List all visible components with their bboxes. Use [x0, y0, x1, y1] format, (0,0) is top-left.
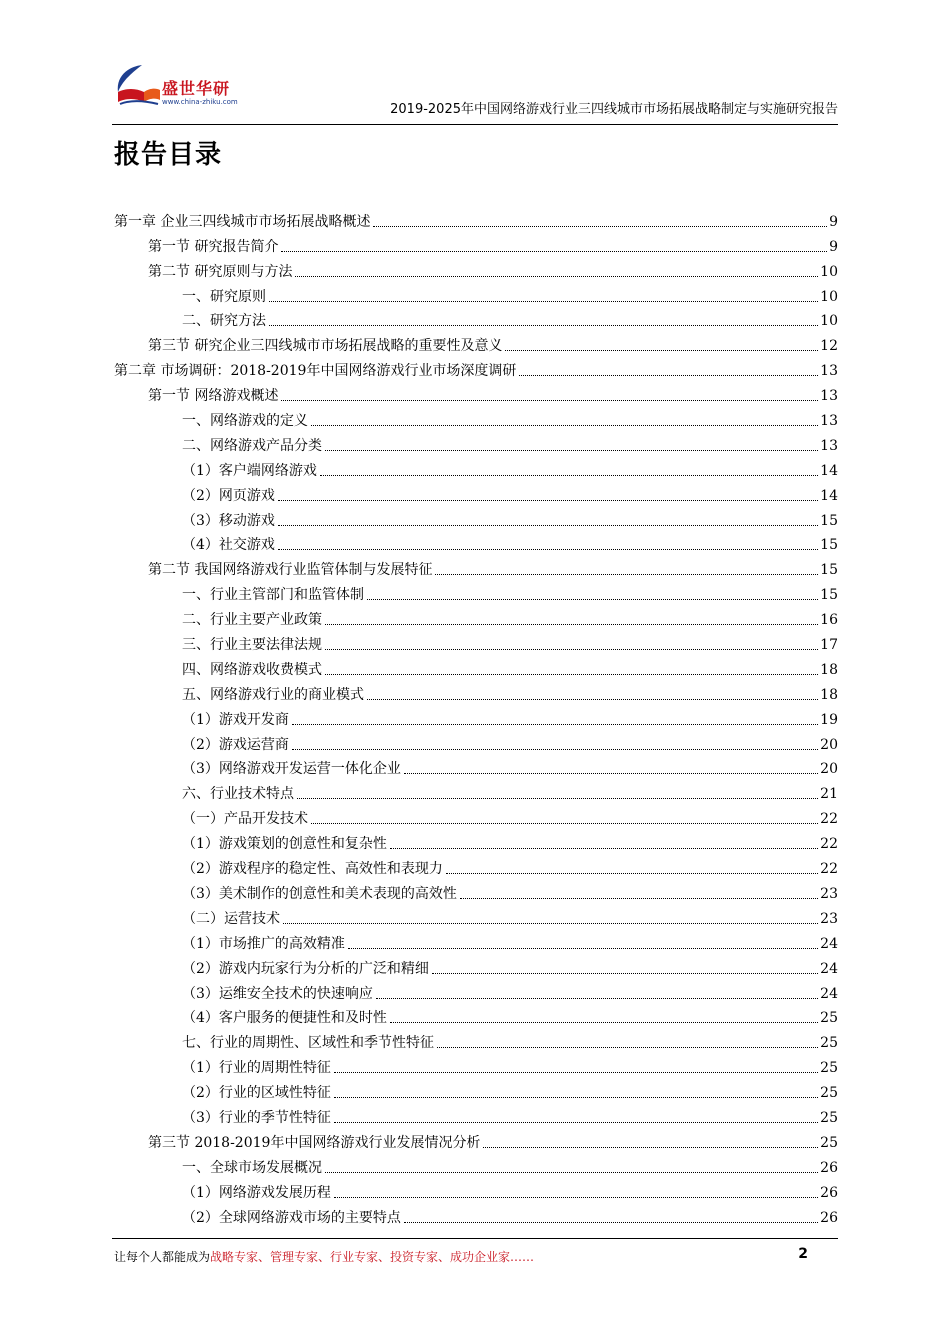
toc-leader-dots: [311, 425, 818, 426]
toc-entry[interactable]: [114, 380, 838, 405]
toc-leader-dots: [367, 699, 818, 700]
toc-entry[interactable]: [114, 1152, 838, 1177]
toc-entry[interactable]: [114, 455, 838, 480]
toc-entry[interactable]: [114, 1003, 838, 1028]
toc-leader-dots: [281, 251, 827, 252]
toc-entry-page: 25: [820, 1134, 838, 1151]
toc-entry[interactable]: [114, 306, 838, 331]
toc-entry-page: 22: [820, 861, 838, 878]
toc-leader-dots: [278, 549, 818, 550]
toc-entry-page: 26: [820, 1159, 838, 1176]
toc-entry-title: 第二章 市场调研：2018-2019年中国网络游戏行业市场深度调研: [114, 363, 517, 380]
toc-entry[interactable]: [114, 256, 838, 281]
toc-entry-page: 22: [820, 811, 838, 828]
toc-entry-title: 一、行业主管部门和监管体制: [182, 587, 364, 604]
book-swoosh-icon: [112, 62, 162, 108]
toc-entry-title: 六、行业技术特点: [182, 786, 294, 803]
page-footer: [114, 1248, 834, 1265]
toc-entry-page: 22: [820, 836, 838, 853]
toc-entry-page: 26: [820, 1209, 838, 1226]
toc-entry-page: 24: [820, 960, 838, 977]
toc-entry-title: 三、行业主要法律法规: [182, 637, 322, 654]
toc-entry[interactable]: [114, 629, 838, 654]
toc-entry-title: （1）游戏开发商: [182, 711, 289, 728]
toc-leader-dots: [483, 1147, 818, 1148]
toc-entry-title: 第一章 企业三四线城市市场拓展战略概述: [114, 213, 371, 230]
toc-entry-title: （1）市场推广的高效精准: [182, 935, 345, 952]
toc-entry-title: 一、研究原则: [182, 288, 266, 305]
toc-leader-dots: [373, 226, 827, 227]
toc-leader-dots: [432, 973, 818, 974]
toc-entry-title: 七、行业的周期性、区域性和季节性特征: [182, 1035, 434, 1052]
toc-entry[interactable]: [114, 853, 838, 878]
toc-entry-title: 二、行业主要产业政策: [182, 612, 322, 629]
toc-entry-page: 17: [820, 637, 838, 654]
toc-entry[interactable]: [114, 579, 838, 604]
toc-entry[interactable]: [114, 778, 838, 803]
toc-entry[interactable]: [114, 903, 838, 928]
toc-leader-dots: [334, 1122, 818, 1123]
toc-leader-dots: [297, 798, 818, 799]
toc-entry-title: （3）行业的季节性特征: [182, 1109, 331, 1126]
toc-entry-page: 13: [820, 437, 838, 454]
toc-entry[interactable]: [114, 231, 838, 256]
toc-leader-dots: [278, 500, 818, 501]
toc-leader-dots: [404, 1222, 818, 1223]
toc-entry-page: 26: [820, 1184, 838, 1201]
toc-entry-title: 第二节 研究原则与方法: [148, 263, 293, 280]
toc-entry[interactable]: [114, 554, 838, 579]
toc-leader-dots: [292, 749, 818, 750]
toc-entry[interactable]: [114, 430, 838, 455]
toc-leader-dots: [460, 898, 818, 899]
toc-leader-dots: [311, 823, 818, 824]
toc-entry-page: 15: [820, 537, 838, 554]
toc-entry-title: 二、研究方法: [182, 313, 266, 330]
toc-entry-title: 一、网络游戏的定义: [182, 413, 308, 430]
toc-entry-page: 19: [820, 711, 838, 728]
logo: [112, 62, 252, 112]
logo-url: www.china-zhiku.com: [162, 98, 238, 106]
toc-entry-page: 21: [820, 786, 838, 803]
toc-leader-dots: [320, 475, 818, 476]
toc-leader-dots: [437, 1047, 818, 1048]
toc-entry[interactable]: [114, 405, 838, 430]
toc-entry[interactable]: [114, 1102, 838, 1127]
toc-entry[interactable]: [114, 803, 838, 828]
toc-entry-page: 14: [820, 462, 838, 479]
header-divider: [112, 124, 838, 125]
toc-entry-page: 25: [820, 1010, 838, 1027]
toc-entry[interactable]: [114, 679, 838, 704]
toc-entry-title: （2）全球网络游戏市场的主要特点: [182, 1209, 401, 1226]
toc-leader-dots: [390, 848, 818, 849]
toc-entry-page: 15: [820, 587, 838, 604]
toc-entry-title: （2）游戏运营商: [182, 736, 289, 753]
toc-leader-dots: [269, 301, 818, 302]
page-header: [112, 62, 838, 126]
page-title: 报告目录: [114, 140, 223, 170]
toc-leader-dots: [278, 525, 818, 526]
toc-entry-title: （1）行业的周期性特征: [182, 1060, 331, 1077]
toc-entry-page: 12: [820, 338, 838, 355]
toc-entry-page: 24: [820, 935, 838, 952]
toc-entry[interactable]: [114, 355, 838, 380]
toc-entry-title: 第二节 我国网络游戏行业监管体制与发展特征: [148, 562, 433, 579]
toc-entry[interactable]: [114, 1127, 838, 1152]
toc-entry[interactable]: [114, 828, 838, 853]
toc-entry[interactable]: [114, 505, 838, 530]
toc-entry-title: （1）网络游戏发展历程: [182, 1184, 331, 1201]
toc-entry-title: （3）运维安全技术的快速响应: [182, 985, 373, 1002]
toc-entry-title: （2）游戏内玩家行为分析的广泛和精细: [182, 960, 429, 977]
toc-entry-page: 9: [829, 213, 838, 230]
toc-leader-dots: [390, 1022, 818, 1023]
page-number: 2: [798, 1246, 808, 1262]
toc-entry-title: （4）社交游戏: [182, 537, 275, 554]
toc-entry[interactable]: [114, 953, 838, 978]
toc-entry[interactable]: [114, 729, 838, 754]
toc-leader-dots: [325, 674, 818, 675]
toc-leader-dots: [404, 773, 818, 774]
toc-entry-page: 14: [820, 487, 838, 504]
toc-entry-title: （2）游戏程序的稳定性、高效性和表现力: [182, 861, 443, 878]
toc-entry-page: 9: [829, 238, 838, 255]
toc-leader-dots: [334, 1097, 818, 1098]
toc-leader-dots: [325, 649, 818, 650]
toc-entry[interactable]: [114, 754, 838, 779]
toc-entry-title: （1）客户端网络游戏: [182, 462, 317, 479]
toc-entry-page: 23: [820, 910, 838, 927]
toc-entry[interactable]: [114, 928, 838, 953]
toc-entry-page: 20: [820, 761, 838, 778]
toc-entry[interactable]: [114, 1177, 838, 1202]
toc-entry-title: （1）游戏策划的创意性和复杂性: [182, 836, 387, 853]
footer-slogan-highlight: 战略专家、管理专家、行业专家、投资专家、成功企业家……: [210, 1250, 535, 1264]
toc-leader-dots: [292, 724, 818, 725]
footer-divider: [112, 1238, 838, 1239]
toc-entry-page: 23: [820, 885, 838, 902]
toc-entry[interactable]: [114, 1052, 838, 1077]
toc-entry[interactable]: [114, 978, 838, 1003]
toc-entry[interactable]: [114, 704, 838, 729]
toc-entry[interactable]: [114, 1202, 838, 1227]
toc-entry-title: 五、网络游戏行业的商业模式: [182, 686, 364, 703]
toc-entry-title: （一）产品开发技术: [182, 811, 308, 828]
toc-entry-page: 18: [820, 686, 838, 703]
toc-entry-page: 15: [820, 562, 838, 579]
toc-entry-page: 25: [820, 1035, 838, 1052]
toc-leader-dots: [519, 375, 818, 376]
toc-entry-page: 10: [820, 263, 838, 280]
toc-leader-dots: [283, 923, 818, 924]
toc-entry-page: 25: [820, 1085, 838, 1102]
toc-entry-title: （3）移动游戏: [182, 512, 275, 529]
toc-entry-title: 一、全球市场发展概况: [182, 1159, 322, 1176]
logo-name: 盛世华研: [162, 79, 231, 98]
toc-entry[interactable]: [114, 530, 838, 555]
toc-leader-dots: [505, 350, 818, 351]
toc-leader-dots: [325, 1172, 818, 1173]
toc-leader-dots: [367, 599, 818, 600]
toc-entry-title: （3）美术制作的创意性和美术表现的高效性: [182, 885, 457, 902]
footer-slogan-prefix: 让每个人都能成为: [114, 1250, 211, 1264]
toc-leader-dots: [446, 873, 818, 874]
toc-entry-title: （2）网页游戏: [182, 487, 275, 504]
table-of-contents: [114, 206, 838, 1227]
toc-leader-dots: [435, 574, 818, 575]
toc-leader-dots: [325, 450, 818, 451]
toc-entry-title: （二）运营技术: [182, 910, 280, 927]
toc-entry[interactable]: [114, 281, 838, 306]
report-title: 2019-2025年中国网络游戏行业三四线城市市场拓展战略制定与实施研究报告: [390, 102, 838, 117]
toc-entry-title: 第三节 研究企业三四线城市市场拓展战略的重要性及意义: [148, 338, 503, 355]
toc-entry-page: 13: [820, 413, 838, 430]
toc-entry-title: 第一节 研究报告简介: [148, 238, 279, 255]
toc-entry-page: 15: [820, 512, 838, 529]
toc-leader-dots: [281, 400, 818, 401]
toc-entry-title: 第一节 网络游戏概述: [148, 388, 279, 405]
toc-entry[interactable]: [114, 480, 838, 505]
toc-entry[interactable]: [114, 654, 838, 679]
toc-entry-title: （4）客户服务的便捷性和及时性: [182, 1010, 387, 1027]
toc-entry[interactable]: [114, 1027, 838, 1052]
toc-entry-page: 10: [820, 313, 838, 330]
toc-entry-title: 二、网络游戏产品分类: [182, 437, 322, 454]
toc-entry-page: 25: [820, 1060, 838, 1077]
toc-entry-page: 18: [820, 661, 838, 678]
toc-entry-page: 16: [820, 612, 838, 629]
toc-entry-page: 20: [820, 736, 838, 753]
toc-entry-title: （3）网络游戏开发运营一体化企业: [182, 761, 401, 778]
toc-entry-page: 24: [820, 985, 838, 1002]
toc-leader-dots: [269, 325, 818, 326]
toc-entry[interactable]: [114, 604, 838, 629]
toc-leader-dots: [376, 998, 818, 999]
toc-leader-dots: [348, 948, 818, 949]
toc-entry-page: 10: [820, 288, 838, 305]
toc-entry[interactable]: [114, 1077, 838, 1102]
toc-entry-page: 13: [820, 363, 838, 380]
toc-entry[interactable]: [114, 878, 838, 903]
toc-leader-dots: [295, 276, 818, 277]
toc-entry-title: （2）行业的区域性特征: [182, 1085, 331, 1102]
toc-entry[interactable]: [114, 330, 838, 355]
toc-leader-dots: [325, 624, 818, 625]
toc-entry-title: 第三节 2018-2019年中国网络游戏行业发展情况分析: [148, 1134, 481, 1151]
toc-entry-page: 13: [820, 388, 838, 405]
toc-entry-page: 25: [820, 1109, 838, 1126]
toc-leader-dots: [334, 1197, 818, 1198]
toc-leader-dots: [334, 1072, 818, 1073]
toc-entry[interactable]: [114, 206, 838, 231]
toc-entry-title: 四、网络游戏收费模式: [182, 661, 322, 678]
